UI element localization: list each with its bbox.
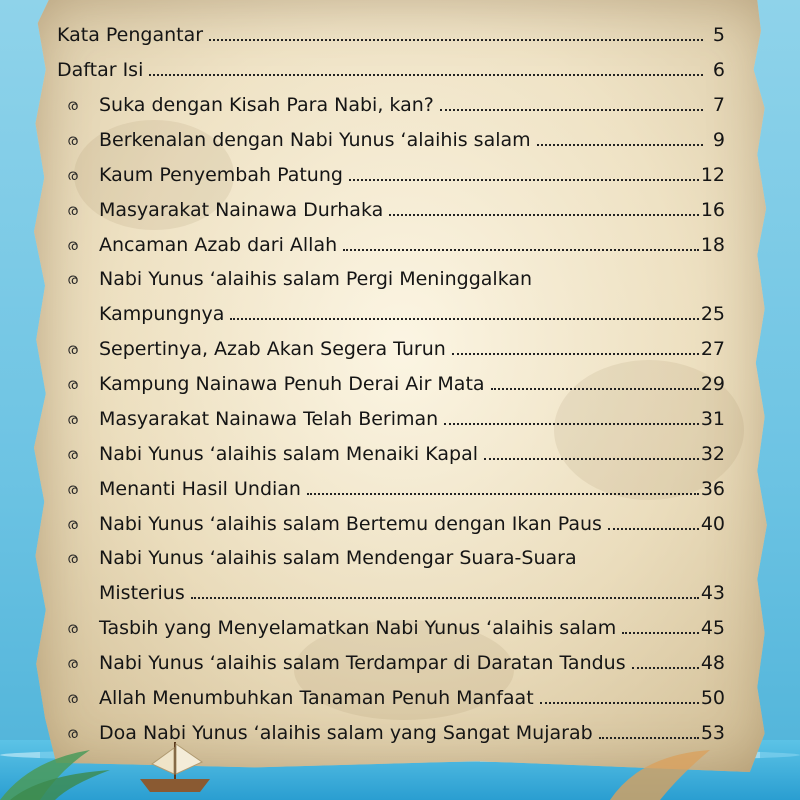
toc-entry-page: 50 bbox=[700, 687, 725, 709]
dot-leader bbox=[209, 39, 703, 41]
toc-entry-page: 27 bbox=[700, 338, 725, 360]
toc-entry bbox=[57, 640, 725, 675]
dot-leader bbox=[491, 388, 699, 390]
dot-leader bbox=[540, 702, 699, 704]
toc-entry-title: Allah Menumbuhkan Tanaman Penuh Manfaat bbox=[99, 687, 534, 709]
toc-entry bbox=[57, 431, 725, 466]
toc-entry bbox=[57, 605, 725, 640]
dot-leader bbox=[537, 144, 703, 146]
toc-entry bbox=[57, 326, 725, 361]
toc-entry-continuation bbox=[57, 291, 725, 326]
toc-entry-title: Kaum Penyembah Patung bbox=[99, 164, 343, 186]
toc-entry-title: Nabi Yunus ‘alaihis salam Mendengar Suara-Suara bbox=[99, 547, 577, 569]
bullet-icon: ര bbox=[67, 96, 78, 114]
toc-entry-page: 31 bbox=[700, 408, 725, 430]
dot-leader bbox=[622, 632, 699, 634]
dot-leader bbox=[149, 74, 703, 76]
dot-leader bbox=[444, 423, 699, 425]
bullet-icon: ര bbox=[67, 549, 78, 567]
toc-entry-title: Nabi Yunus ‘alaihis salam Terdampar di Daratan Tandus bbox=[99, 652, 626, 674]
dot-leader bbox=[191, 597, 699, 599]
toc-entry-page: 36 bbox=[700, 478, 725, 500]
toc-entry-page: 53 bbox=[700, 722, 725, 744]
toc-entry-title: Berkenalan dengan Nabi Yunus ‘alaihis salam bbox=[99, 129, 531, 151]
toc-entry-page: 12 bbox=[700, 164, 725, 186]
dot-leader bbox=[599, 737, 699, 739]
toc-entry-title: Masyarakat Nainawa Telah Beriman bbox=[99, 408, 439, 430]
toc-entry bbox=[57, 47, 725, 82]
toc-entry-title: Nabi Yunus ‘alaihis salam Bertemu dengan Ikan Paus bbox=[99, 513, 602, 535]
toc-entry-title-continued: Kampungnya bbox=[99, 303, 225, 325]
toc-entry-continuation bbox=[57, 570, 725, 605]
toc-entry-title: Nabi Yunus ‘alaihis salam Menaiki Kapal bbox=[99, 443, 478, 465]
toc-entry-title: Doa Nabi Yunus ‘alaihis salam yang Sangat Mujarab bbox=[99, 722, 593, 744]
toc-entry-page: 43 bbox=[700, 582, 725, 604]
toc-entry-page: 25 bbox=[700, 303, 725, 325]
toc-entry bbox=[57, 536, 725, 570]
bullet-icon: ര bbox=[67, 515, 78, 533]
dot-leader bbox=[349, 179, 699, 181]
toc-entry-page: 32 bbox=[700, 443, 725, 465]
toc-entry-title: Tasbih yang Menyelamatkan Nabi Yunus ‘alaihis salam bbox=[99, 617, 617, 639]
dot-leader bbox=[389, 214, 699, 216]
dot-leader bbox=[230, 318, 698, 320]
toc-entry bbox=[57, 152, 725, 187]
bullet-icon: ര bbox=[67, 689, 78, 707]
toc-entry bbox=[57, 82, 725, 117]
toc-entry-title: Suka dengan Kisah Para Nabi, kan? bbox=[99, 94, 434, 116]
toc-entry-page: 7 bbox=[712, 94, 725, 116]
bullet-icon: ര bbox=[67, 270, 78, 288]
toc-entry bbox=[57, 675, 725, 710]
toc-entry bbox=[57, 257, 725, 291]
toc-entry-page: 18 bbox=[700, 234, 725, 256]
toc-entry bbox=[57, 12, 725, 47]
toc-entry bbox=[57, 361, 725, 396]
toc-entry bbox=[57, 396, 725, 431]
toc-entry-page: 45 bbox=[700, 617, 725, 639]
toc-entry-title: Menanti Hasil Undian bbox=[99, 478, 301, 500]
dot-leader bbox=[440, 109, 703, 111]
table-of-contents bbox=[57, 12, 725, 745]
dot-leader bbox=[452, 353, 699, 355]
bullet-icon: ര bbox=[67, 236, 78, 254]
bullet-icon: ര bbox=[67, 375, 78, 393]
bullet-icon: ര bbox=[67, 166, 78, 184]
leaf-decoration-icon bbox=[600, 750, 720, 800]
toc-entry-title-continued: Misterius bbox=[99, 582, 185, 604]
bullet-icon: ര bbox=[67, 480, 78, 498]
toc-entry bbox=[57, 466, 725, 501]
toc-entry bbox=[57, 501, 725, 536]
toc-entry-title: Nabi Yunus ‘alaihis salam Pergi Meninggalkan bbox=[99, 268, 533, 290]
palm-leaf-icon bbox=[0, 740, 120, 800]
toc-entry-page: 40 bbox=[700, 513, 725, 535]
toc-entry bbox=[57, 187, 725, 222]
bullet-icon: ര bbox=[67, 619, 78, 637]
toc-entry-page: 9 bbox=[712, 129, 725, 151]
toc-entry bbox=[57, 222, 725, 257]
toc-entry-title: Masyarakat Nainawa Durhaka bbox=[99, 199, 384, 221]
bullet-icon: ര bbox=[67, 131, 78, 149]
toc-entry-page: 16 bbox=[700, 199, 725, 221]
dot-leader bbox=[343, 249, 699, 251]
ship-icon bbox=[130, 734, 220, 794]
toc-entry-title: Ancaman Azab dari Allah bbox=[99, 234, 338, 256]
dot-leader bbox=[307, 493, 699, 495]
toc-entry-page: 29 bbox=[700, 373, 725, 395]
dot-leader bbox=[608, 528, 699, 530]
toc-entry-title: Kampung Nainawa Penuh Derai Air Mata bbox=[99, 373, 485, 395]
toc-entry-page: 48 bbox=[700, 652, 725, 674]
bullet-icon: ര bbox=[67, 654, 78, 672]
toc-entry bbox=[57, 117, 725, 152]
bullet-icon: ര bbox=[67, 201, 78, 219]
toc-entry-page: 6 bbox=[712, 59, 725, 81]
bullet-icon: ര bbox=[67, 410, 78, 428]
toc-entry-title: Sepertinya, Azab Akan Segera Turun bbox=[99, 338, 446, 360]
bullet-icon: ര bbox=[67, 445, 78, 463]
bullet-icon: ര bbox=[67, 340, 78, 358]
dot-leader bbox=[632, 667, 699, 669]
toc-entry-title: Kata Pengantar bbox=[57, 24, 204, 46]
toc-entry-title: Daftar Isi bbox=[57, 59, 144, 81]
dot-leader bbox=[484, 458, 699, 460]
toc-entry-page: 5 bbox=[712, 24, 725, 46]
bullet-icon: ര bbox=[67, 724, 78, 742]
